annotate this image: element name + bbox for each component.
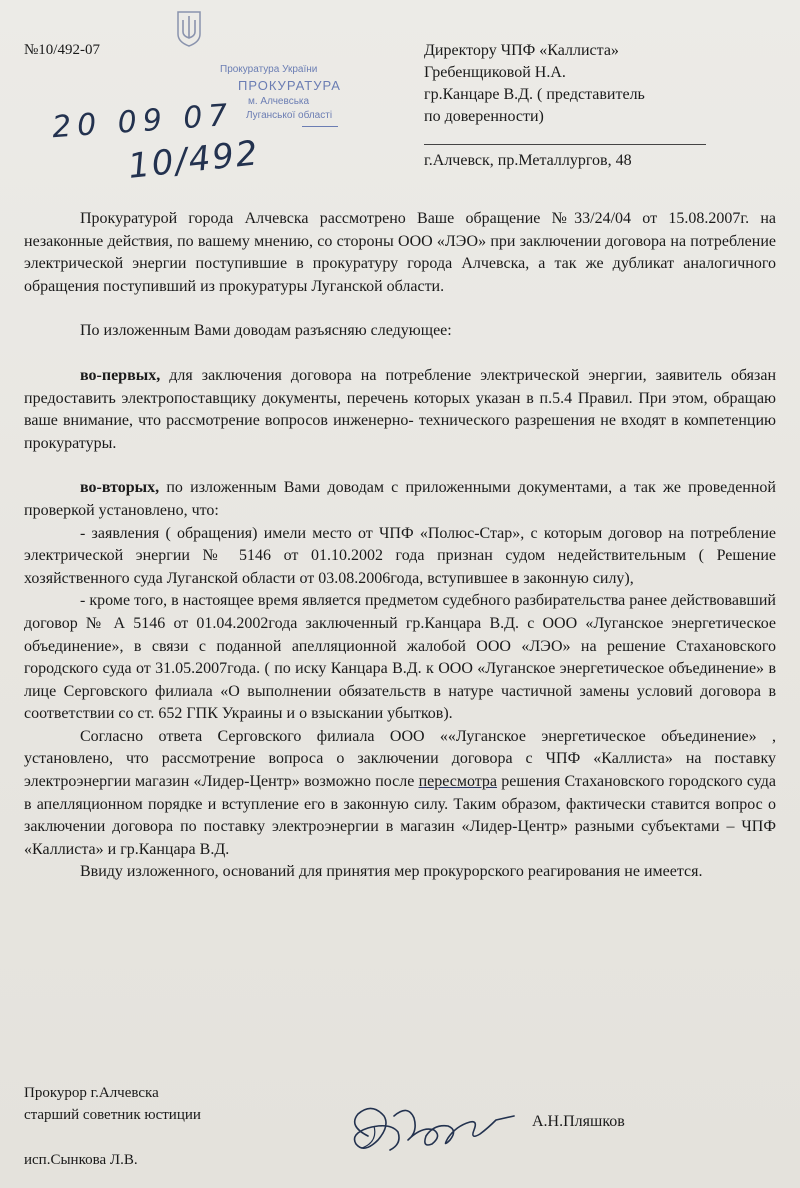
paragraph-explain: По изложенным Вами доводам разъясняю следующее: <box>80 322 452 340</box>
position-line-1: Прокурор г.Алчевска <box>24 1085 159 1101</box>
agreement-text-end: решения Стахановского городского суда в апелляционном порядке и вступление его в законную силу. Таким образом, фактически ставится вопрос о заключении договора по поставку электроэнергии в магазин «Лидер-Центр» разными субъектами – ЧПФ «Каллиста» и гр.Канцара В.Д. <box>24 773 776 858</box>
paragraph-second <box>24 477 776 522</box>
handwritten-date: 20 09 07 <box>51 97 235 146</box>
stamp-line-2: ПРОКУРАТУРА <box>238 78 341 93</box>
underlined-word: пересмотра <box>418 773 498 791</box>
handwritten-signature-icon <box>338 1096 528 1166</box>
second-text: по изложенным Вами доводам с приложенными документами, а так же проведенной проверкой установлено, что: <box>24 479 776 519</box>
stamp-line-4: Луганської області <box>246 110 333 121</box>
stamp-line-3: м. Алчевська <box>248 96 310 107</box>
executor-name: исп.Сынкова Л.В. <box>24 1152 138 1168</box>
addressee-line: по доверенности) <box>424 108 544 125</box>
position-line-2: старший советник юстиции <box>24 1107 201 1123</box>
letter-body <box>24 208 776 884</box>
second-lead: во-вторых, <box>80 479 160 497</box>
addressee-line: Директору ЧПФ «Каллиста» <box>424 42 619 59</box>
agreement-text-start: Согласно ответа Серговского филиала ООО ««Луганское энергетическое объединение» , установлено, что рассмотрение вопроса о заключении договора с ЧПФ «Каллиста» на поставку электроэнергии магазин «Лидер-Центр» возможно после <box>24 727 776 791</box>
paragraph-intro: Прокуратурой города Алчевска рассмотрено Ваше обращение №33/24/04 от 15.08.2007г. на незаконные действия, по вашему мнению, со стороны ООО «ЛЭО» при заключении договора на потребление электрической энергии поступившие в прокуратуру города Алчевска, а так же дубликат аналогичного обращения поступивший из прокуратуры Луганской области. <box>24 210 776 295</box>
addressee-line: Гребенщиковой Н.А. <box>424 64 566 81</box>
stamp-line-rule <box>302 126 338 127</box>
first-lead: во-первых, <box>80 366 161 384</box>
paragraph-conclusion: Ввиду изложенного, оснований для принятия мер прокурорского реагирования не имеется. <box>80 863 703 881</box>
paragraph-item-1: - заявления ( обращения) имели место от ЧПФ «Полюс-Стар», с которым договор на потребление электрической энергии № 5146 от 01.10.2002 года признан судом недействительным ( Решение хозяйственного суда Луганской области от 03.08.2006года, вступившее в законную силу), <box>24 524 776 587</box>
addressee-line: гр.Канцаре В.Д. ( представитель <box>424 86 645 103</box>
addressee-divider <box>424 144 706 145</box>
handwritten-registration-number: 10/492 <box>126 133 262 187</box>
paragraph-agreement <box>24 726 776 862</box>
paragraph-item-2: - кроме того, в настоящее время является предметом судебного разбирательства ранее действовавший договор № А 5146 от 01.04.2002года заключенный гр.Канцара В.Д. с ООО «Луганское энергетическое объединение», в связи с поданной апелляционной жалобой ООО «ЛЭО» на решение Стахановского городского суда от 31.05.2007года. ( по иску Канцара В.Д. к ООО «Луганское энергетическое объединение» в лице Серговского филиала «О выполнении обязательств в натуре частичной замены условий договора в соответствии со ст. 652 ГПК Украины и о взыскании убытков). <box>24 592 776 723</box>
signatory-name: А.Н.Пляшков <box>532 1113 625 1130</box>
trident-emblem-icon <box>176 8 202 48</box>
first-text: для заключения договора на потребление электрической энергии, заявитель обязан предоставить электропоставщику документы, перечень которых указан в п.5.4 Правил. При этом, обращаю ваше внимание, что рассмотрение вопросов инженерно- технического разрешения не входят в компетенцию прокуратуры. <box>24 366 776 452</box>
signatory-position <box>24 1082 201 1126</box>
addressee-address: г.Алчевск, пр.Металлургов, 48 <box>424 152 632 169</box>
document-number: №10/492-07 <box>24 42 100 58</box>
stamp-line-1: Прокуратура України <box>220 64 318 75</box>
addressee-block <box>424 40 645 128</box>
paragraph-first <box>24 365 776 455</box>
